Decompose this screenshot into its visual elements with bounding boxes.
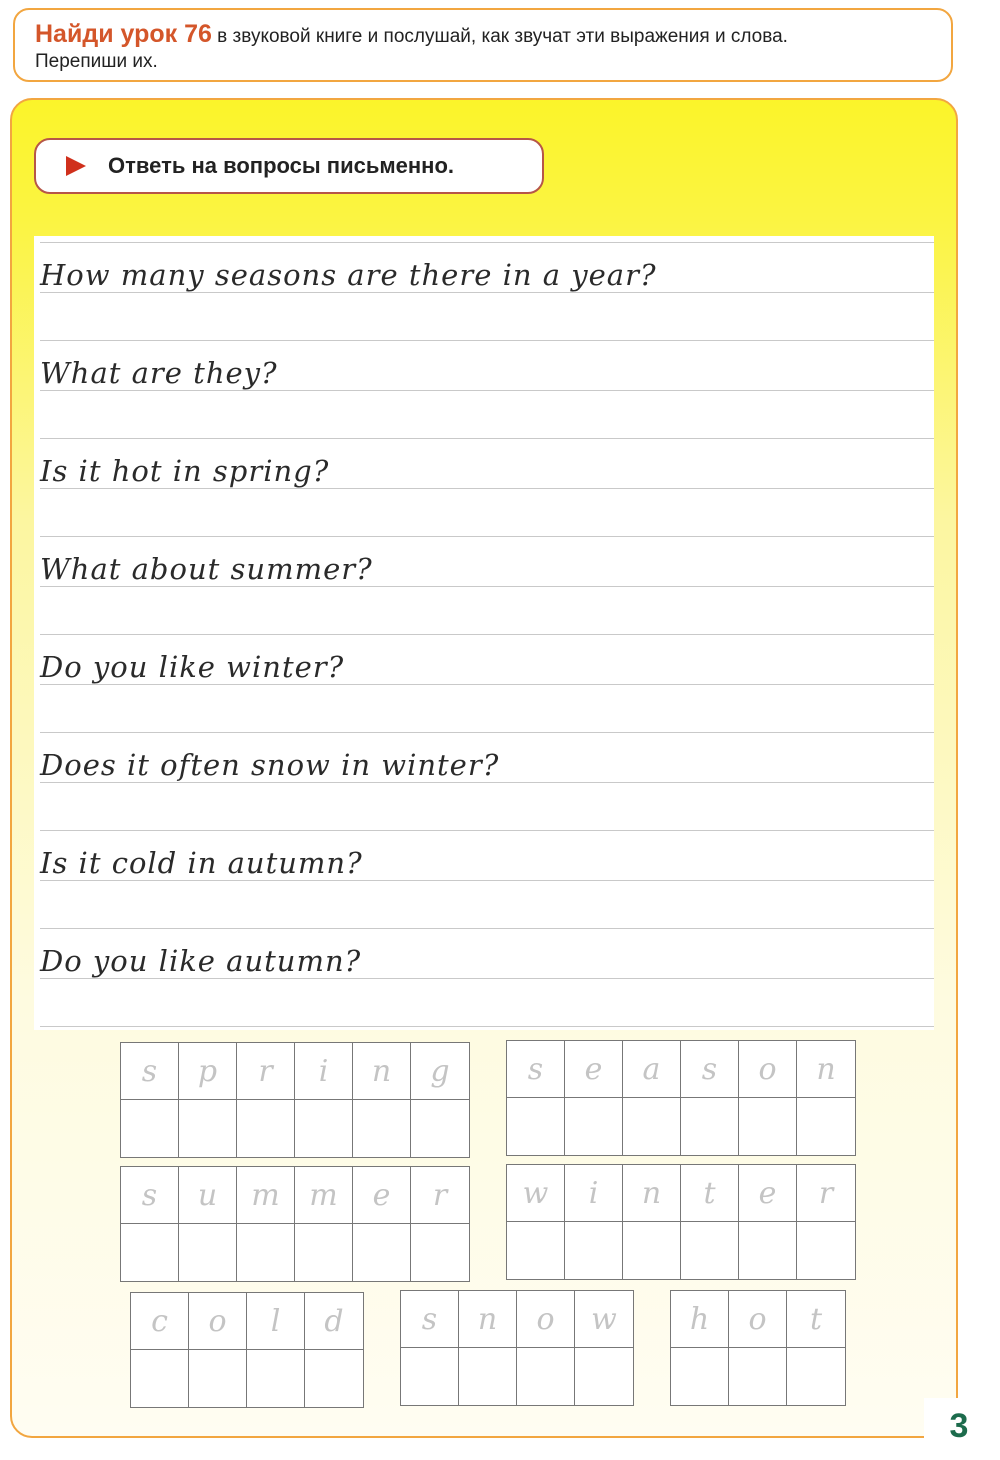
- tracing-letter: i: [565, 1165, 623, 1222]
- question-text: How many seasons are there in a year?: [40, 258, 657, 292]
- blank-writing-cell[interactable]: [575, 1348, 633, 1405]
- blank-writing-cell[interactable]: [305, 1350, 363, 1407]
- blank-writing-cell[interactable]: [121, 1224, 179, 1281]
- blank-writing-cell[interactable]: [411, 1224, 469, 1281]
- tracing-letter: d: [305, 1293, 363, 1350]
- tracing-letter: o: [517, 1291, 575, 1348]
- task-label-text: Ответь на вопросы письменно.: [108, 153, 455, 178]
- blank-writing-cell[interactable]: [353, 1100, 411, 1157]
- tracing-letter: o: [189, 1293, 247, 1350]
- blank-writing-cell[interactable]: [681, 1098, 739, 1155]
- blank-writing-cell[interactable]: [179, 1224, 237, 1281]
- tracing-letter: w: [575, 1291, 633, 1348]
- tracing-letter: e: [565, 1041, 623, 1098]
- question-text: Is it cold in autumn?: [40, 846, 363, 880]
- ruled-line: [40, 488, 934, 489]
- blank-writing-cell[interactable]: [797, 1098, 855, 1155]
- tracing-letter: o: [739, 1041, 797, 1098]
- ruled-line: [40, 340, 934, 341]
- tracing-letter: l: [247, 1293, 305, 1350]
- blank-writing-cell[interactable]: [353, 1224, 411, 1281]
- tracing-letter: m: [295, 1167, 353, 1224]
- tracing-letter: n: [459, 1291, 517, 1348]
- ruled-line: [40, 684, 934, 685]
- tracing-letter: h: [671, 1291, 729, 1348]
- tracing-letter: r: [411, 1167, 469, 1224]
- word-grid-cold: [130, 1292, 364, 1408]
- ruled-line: [40, 242, 934, 243]
- blank-writing-cell[interactable]: [189, 1350, 247, 1407]
- blank-writing-cell[interactable]: [623, 1222, 681, 1279]
- blank-writing-cell[interactable]: [565, 1222, 623, 1279]
- ruled-line: [40, 536, 934, 537]
- word-grid-spring: [120, 1042, 470, 1158]
- tracing-letter: i: [295, 1043, 353, 1100]
- blank-writing-cell[interactable]: [295, 1224, 353, 1281]
- blank-writing-cell[interactable]: [121, 1100, 179, 1157]
- word-grid-season: [506, 1040, 856, 1156]
- question-text: Does it often snow in winter?: [40, 748, 500, 782]
- exercise-panel: [10, 98, 958, 1438]
- blank-writing-cell[interactable]: [507, 1098, 565, 1155]
- tracing-letter: e: [353, 1167, 411, 1224]
- ruled-line: [40, 928, 934, 929]
- instruction-line-2: Перепиши их.: [35, 51, 158, 72]
- ruled-line: [40, 438, 934, 439]
- blank-writing-cell[interactable]: [739, 1098, 797, 1155]
- tracing-letter: e: [739, 1165, 797, 1222]
- ruled-line: [40, 390, 934, 391]
- page-number: 3: [924, 1398, 994, 1454]
- blank-writing-cell[interactable]: [681, 1222, 739, 1279]
- blank-writing-cell[interactable]: [623, 1098, 681, 1155]
- blank-writing-cell[interactable]: [131, 1350, 189, 1407]
- question-text: Do you like winter?: [40, 650, 345, 684]
- ruled-line: [40, 586, 934, 587]
- tracing-letter: u: [179, 1167, 237, 1224]
- ruled-line: [40, 1026, 934, 1027]
- blank-writing-cell[interactable]: [401, 1348, 459, 1405]
- tracing-letter: n: [623, 1165, 681, 1222]
- blank-writing-cell[interactable]: [671, 1348, 729, 1405]
- blank-writing-cell[interactable]: [179, 1100, 237, 1157]
- tracing-letter: a: [623, 1041, 681, 1098]
- blank-writing-cell[interactable]: [411, 1100, 469, 1157]
- blank-writing-cell[interactable]: [507, 1222, 565, 1279]
- ruled-line: [40, 732, 934, 733]
- tracing-letter: p: [179, 1043, 237, 1100]
- tracing-letter: r: [237, 1043, 295, 1100]
- instruction-text: в звуковой книге и послушай, как звучат эти выражения и слова.: [211, 26, 788, 47]
- blank-writing-cell[interactable]: [459, 1348, 517, 1405]
- ruled-line: [40, 782, 934, 783]
- tracing-letter: r: [797, 1165, 855, 1222]
- tracing-letter: t: [681, 1165, 739, 1222]
- lesson-reference: Найди урок 76: [35, 20, 212, 48]
- word-grid-snow: [400, 1290, 634, 1406]
- tracing-letter: s: [121, 1167, 179, 1224]
- blank-writing-cell[interactable]: [247, 1350, 305, 1407]
- blank-writing-cell[interactable]: [237, 1224, 295, 1281]
- tracing-letter: w: [507, 1165, 565, 1222]
- tracing-letter: s: [121, 1043, 179, 1100]
- blank-writing-cell[interactable]: [729, 1348, 787, 1405]
- word-grid-summer: [120, 1166, 470, 1282]
- word-grid-winter: [506, 1164, 856, 1280]
- blank-writing-cell[interactable]: [565, 1098, 623, 1155]
- word-grid-hot: [670, 1290, 846, 1406]
- blank-writing-cell[interactable]: [739, 1222, 797, 1279]
- tracing-letter: m: [237, 1167, 295, 1224]
- play-arrow-icon: [66, 156, 86, 176]
- ruled-line: [40, 880, 934, 881]
- tracing-letter: s: [507, 1041, 565, 1098]
- tracing-letter: c: [131, 1293, 189, 1350]
- tracing-letter: n: [353, 1043, 411, 1100]
- task-label: [34, 138, 544, 194]
- blank-writing-cell[interactable]: [787, 1348, 845, 1405]
- blank-writing-cell[interactable]: [237, 1100, 295, 1157]
- question-text: Do you like autumn?: [40, 944, 362, 978]
- question-text: Is it hot in spring?: [40, 454, 330, 488]
- question-text: What are they?: [40, 356, 278, 390]
- writing-lines-area[interactable]: [34, 236, 934, 1030]
- ruled-line: [40, 978, 934, 979]
- blank-writing-cell[interactable]: [517, 1348, 575, 1405]
- question-text: What about summer?: [40, 552, 373, 586]
- ruled-line: [40, 634, 934, 635]
- ruled-line: [40, 292, 934, 293]
- tracing-letter: s: [401, 1291, 459, 1348]
- tracing-letter: s: [681, 1041, 739, 1098]
- tracing-letter: n: [797, 1041, 855, 1098]
- blank-writing-cell[interactable]: [797, 1222, 855, 1279]
- blank-writing-cell[interactable]: [295, 1100, 353, 1157]
- tracing-letter: t: [787, 1291, 845, 1348]
- instruction-line-1: [35, 20, 951, 51]
- tracing-letter: g: [411, 1043, 469, 1100]
- tracing-letter: o: [729, 1291, 787, 1348]
- ruled-line: [40, 830, 934, 831]
- instruction-box: [13, 8, 953, 82]
